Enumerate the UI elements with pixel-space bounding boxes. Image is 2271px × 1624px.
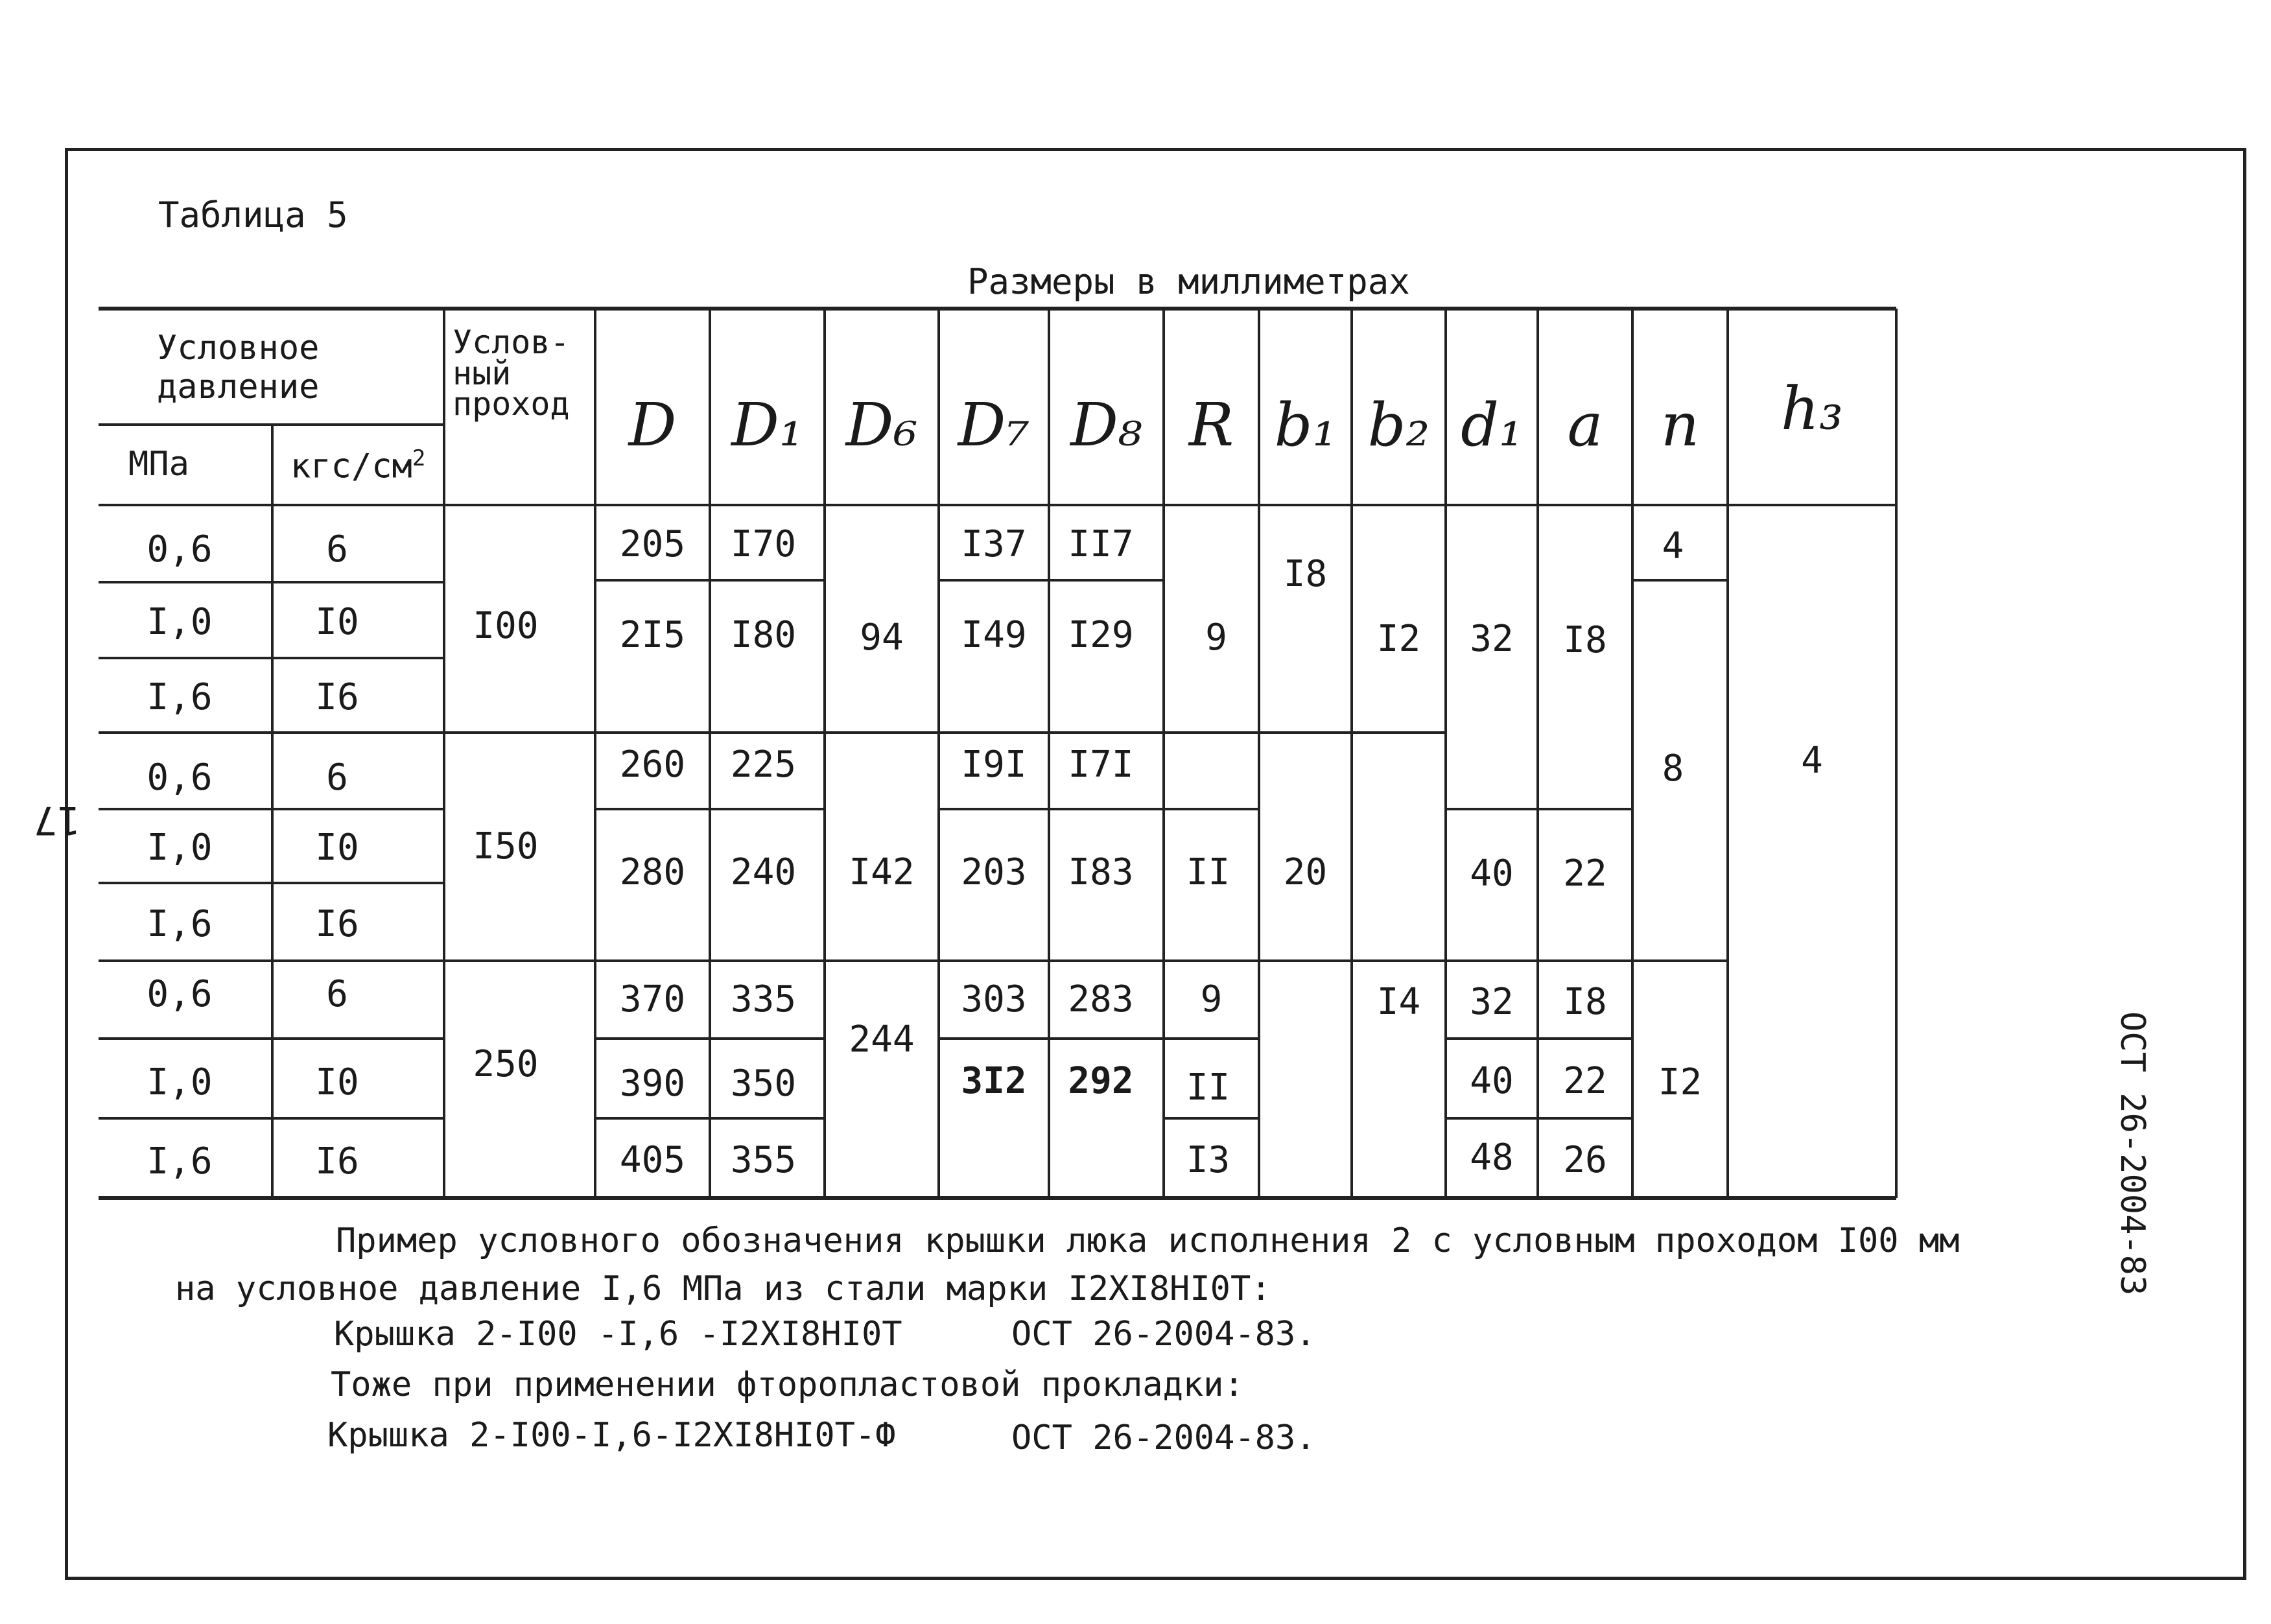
row2-kgf: I0 (315, 601, 359, 643)
D7-value: I49 (961, 614, 1027, 656)
row8-mpa: I,0 (147, 1061, 213, 1103)
header-D7: D₇ (958, 390, 1030, 460)
D1-value: 355 (730, 1139, 797, 1181)
d1-value: 40 (1470, 1060, 1514, 1102)
example-line-2: на условное давление I,6 МПа из стали марки I2XI8HI0T: (175, 1269, 1271, 1308)
row6-kgf: I6 (315, 903, 359, 945)
a-value: I8 (1563, 619, 1607, 661)
D8-value: 292 (1068, 1060, 1134, 1102)
header-R: R (1188, 390, 1234, 460)
a-value: I8 (1563, 981, 1607, 1023)
D8-value: II7 (1068, 523, 1134, 565)
n-value: 4 (1662, 525, 1684, 567)
D-value: 205 (619, 523, 686, 565)
D1-value: 335 (730, 978, 797, 1020)
R-value: II (1186, 1066, 1230, 1109)
header-D6: D₆ (845, 390, 918, 460)
row3-mpa: I,6 (147, 676, 213, 718)
nominal-bore-line-2: ный (453, 354, 512, 392)
D-value: 2I5 (619, 614, 686, 656)
D1-value: 225 (730, 744, 797, 786)
D8-value: I29 (1068, 614, 1134, 656)
D1-value: 350 (730, 1063, 797, 1105)
side-standard-code: ОСТ 26-2004-83 (2113, 1011, 2152, 1296)
dn-group1: I00 (473, 605, 539, 647)
d1-value: 32 (1470, 981, 1514, 1023)
n-value: I2 (1658, 1061, 1702, 1103)
D7-value: I9I (961, 744, 1027, 786)
example-line-4: Тоже при применении фторопластовой прокладки: (331, 1365, 1244, 1404)
row5-mpa: I,0 (147, 827, 213, 869)
a-value: 26 (1563, 1139, 1607, 1181)
dn-group3: 250 (473, 1043, 539, 1085)
D6-value: I42 (849, 851, 915, 893)
row2-mpa: I,0 (147, 601, 213, 643)
D7-value: I37 (961, 523, 1027, 565)
D8-value: I83 (1068, 851, 1134, 893)
h3-value: 4 (1801, 740, 1823, 782)
header-h3: h₃ (1780, 374, 1844, 443)
header-D1: D₁ (731, 390, 803, 460)
R-value: 9 (1200, 978, 1223, 1020)
row1-mpa: 0,6 (147, 528, 213, 571)
row9-mpa: I,6 (147, 1140, 213, 1183)
page-number: 17 (34, 797, 81, 843)
example-line-1: Пример условного обозначения крышки люка исполнения 2 с условным проходом I00 мм (336, 1221, 1960, 1260)
D1-value: 240 (730, 851, 797, 893)
header-a: a (1567, 390, 1603, 460)
header-D: D (628, 390, 677, 460)
n-value: 8 (1662, 747, 1684, 790)
D-value: 280 (619, 851, 686, 893)
mpa-header: МПа (128, 445, 189, 484)
dn-group2: I50 (473, 825, 539, 867)
b2-value: I2 (1376, 618, 1421, 660)
kgf-unit: кгс/см (290, 447, 412, 486)
D-value: 405 (619, 1139, 686, 1181)
R-value: I3 (1186, 1139, 1230, 1181)
b2-value: I4 (1376, 981, 1421, 1023)
row5-kgf: I0 (315, 827, 359, 869)
nominal-bore-line-1: Услов- (453, 324, 570, 361)
row1-kgf: 6 (326, 528, 348, 571)
row7-kgf: 6 (326, 973, 348, 1015)
example-line-3-designation: Крышка 2-I00 -I,6 -I2XI8HI0T (334, 1315, 902, 1354)
a-value: 22 (1563, 853, 1607, 895)
a-value: 22 (1563, 1060, 1607, 1102)
D-value: 370 (619, 978, 686, 1020)
R-value: 9 (1205, 617, 1227, 659)
row6-mpa: I,6 (147, 903, 213, 945)
d1-value: 32 (1470, 618, 1514, 660)
units-note: Размеры в миллиметрах (967, 261, 1410, 302)
D7-value: 303 (961, 978, 1027, 1020)
d1-value: 40 (1470, 853, 1514, 895)
row4-kgf: 6 (326, 757, 348, 799)
nominal-bore-line-3: проход (453, 385, 570, 423)
table-label: Таблица 5 (158, 194, 348, 235)
row8-kgf: I0 (315, 1061, 359, 1103)
example-line-5-standard: ОСТ 26-2004-83. (1011, 1418, 1316, 1457)
D6-value: 244 (849, 1018, 915, 1061)
example-line-3-standard: ОСТ 26-2004-83. (1011, 1315, 1316, 1354)
pressure-group-header: Условное давление (157, 329, 320, 406)
kgf-header (290, 447, 425, 484)
D6-value: 94 (860, 617, 904, 659)
R-value: II (1186, 851, 1230, 893)
kgf-superscript: 2 (412, 445, 426, 471)
row3-kgf: I6 (315, 676, 359, 718)
example-line-5-designation: Крышка 2-I00-I,6-I2XI8HI0T-Ф (327, 1416, 896, 1455)
header-d1: d₁ (1461, 390, 1523, 460)
header-b2: b₂ (1367, 390, 1430, 460)
row4-mpa: 0,6 (147, 757, 213, 799)
row7-mpa: 0,6 (147, 973, 213, 1015)
D8-value: I7I (1068, 744, 1134, 786)
header-D8: D₈ (1070, 390, 1142, 460)
D1-value: I70 (730, 523, 797, 565)
D8-value: 283 (1068, 978, 1134, 1020)
nominal-bore-header (453, 324, 570, 423)
D-value: 390 (619, 1063, 686, 1105)
D7-value: 3I2 (961, 1060, 1027, 1102)
header-b1: b₁ (1274, 390, 1337, 460)
D1-value: I80 (730, 614, 797, 656)
D-value: 260 (619, 744, 686, 786)
row9-kgf: I6 (315, 1140, 359, 1183)
b1-value: 20 (1283, 851, 1328, 893)
d1-value: 48 (1470, 1136, 1514, 1179)
D7-value: 203 (961, 851, 1027, 893)
header-n: n (1660, 390, 1700, 460)
b1-value: I8 (1283, 553, 1328, 595)
